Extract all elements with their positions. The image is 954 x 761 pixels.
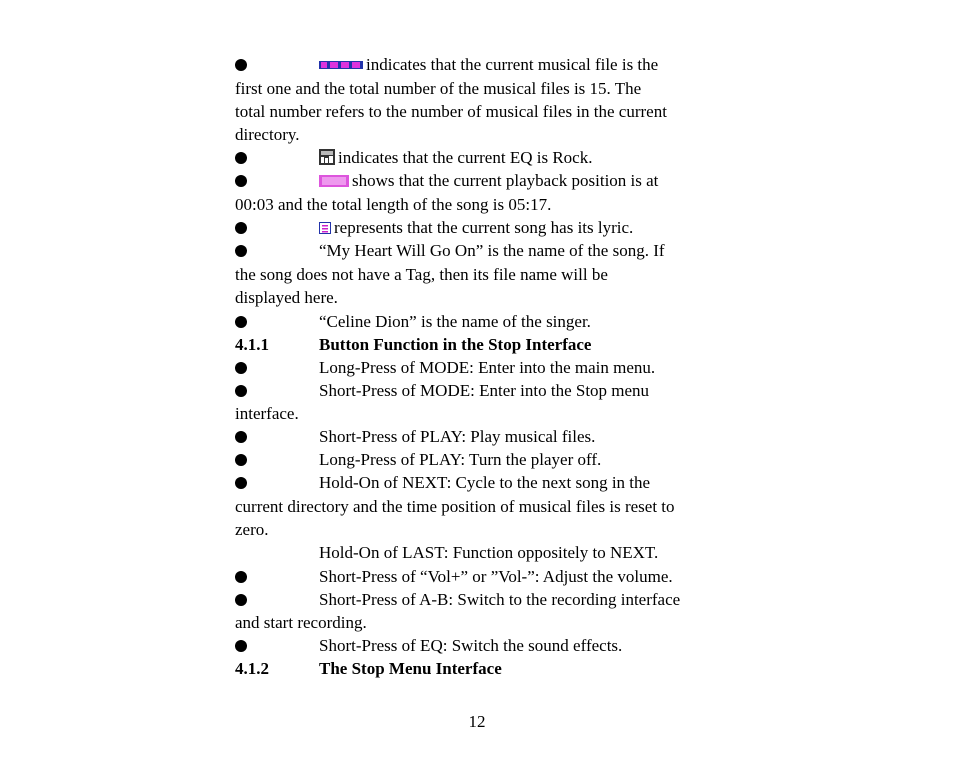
- text-line: [319, 147, 592, 169]
- bullet: [235, 385, 247, 397]
- bullet: [235, 222, 247, 234]
- paragraph-text: indicates that the current EQ is Rock.: [338, 148, 593, 167]
- bullet: [235, 477, 247, 489]
- list-item: Long-Press of MODE: Enter into the main menu.: [319, 358, 656, 377]
- text-line: directory.: [235, 125, 300, 144]
- bullet: [235, 362, 247, 374]
- section-number: 4.1.2: [235, 659, 269, 678]
- text-line: and start recording.: [235, 613, 367, 632]
- list-item: Short-Press of “Vol+” or ”Vol-”: Adjust the volume.: [319, 567, 673, 586]
- list-item: Long-Press of PLAY: Turn the player off.: [319, 450, 602, 469]
- bullet: [235, 152, 247, 164]
- bullet: [235, 594, 247, 606]
- bullet: [235, 454, 247, 466]
- bullet: [235, 316, 247, 328]
- section-number: 4.1.1: [235, 335, 269, 354]
- text-line: [319, 170, 658, 192]
- paragraph-text: shows that the current playback position is at: [352, 171, 659, 190]
- bullet: [235, 245, 247, 257]
- text-line: [319, 217, 633, 239]
- playback-time-icon: [319, 174, 349, 188]
- list-item: Short-Press of PLAY: Play musical files.: [319, 427, 596, 446]
- list-item: Hold-On of LAST: Function oppositely to NEXT.: [319, 543, 659, 562]
- paragraph-text: indicates that the current musical file is the: [366, 55, 659, 74]
- list-item: Short-Press of MODE: Enter into the Stop menu: [319, 381, 650, 400]
- bullet: [235, 59, 247, 71]
- list-item: Short-Press of EQ: Switch the sound effects.: [319, 636, 623, 655]
- section-title: The Stop Menu Interface: [319, 659, 502, 678]
- paragraph-text: represents that the current song has its lyric.: [334, 218, 634, 237]
- text-line: “My Heart Will Go On” is the name of the song. If: [319, 241, 665, 260]
- text-line: the song does not have a Tag, then its file name will be: [235, 265, 608, 284]
- bullet: [235, 640, 247, 652]
- text-line: 00:03 and the total length of the song is 05:17.: [235, 195, 552, 214]
- text-line: current directory and the time position of musical files is reset to: [235, 497, 675, 516]
- track-counter-icon: [319, 58, 363, 72]
- text-line: displayed here.: [235, 288, 338, 307]
- text-line: zero.: [235, 520, 269, 539]
- text-line: “Celine Dion” is the name of the singer.: [319, 312, 591, 331]
- page-number: 12: [468, 712, 486, 731]
- list-item: Hold-On of NEXT: Cycle to the next song in the: [319, 473, 651, 492]
- lyric-icon: [319, 221, 331, 235]
- bullet: [235, 175, 247, 187]
- section-title: Button Function in the Stop Interface: [319, 335, 592, 354]
- list-item: Short-Press of A-B: Switch to the recording interface: [319, 590, 681, 609]
- text-line: interface.: [235, 404, 299, 423]
- text-line: total number refers to the number of musical files in the current: [235, 102, 667, 121]
- bullet: [235, 571, 247, 583]
- bullet: [235, 431, 247, 443]
- text-line: first one and the total number of the musical files is 15. The: [235, 79, 642, 98]
- eq-rock-icon: [319, 149, 335, 165]
- text-line: [319, 54, 658, 76]
